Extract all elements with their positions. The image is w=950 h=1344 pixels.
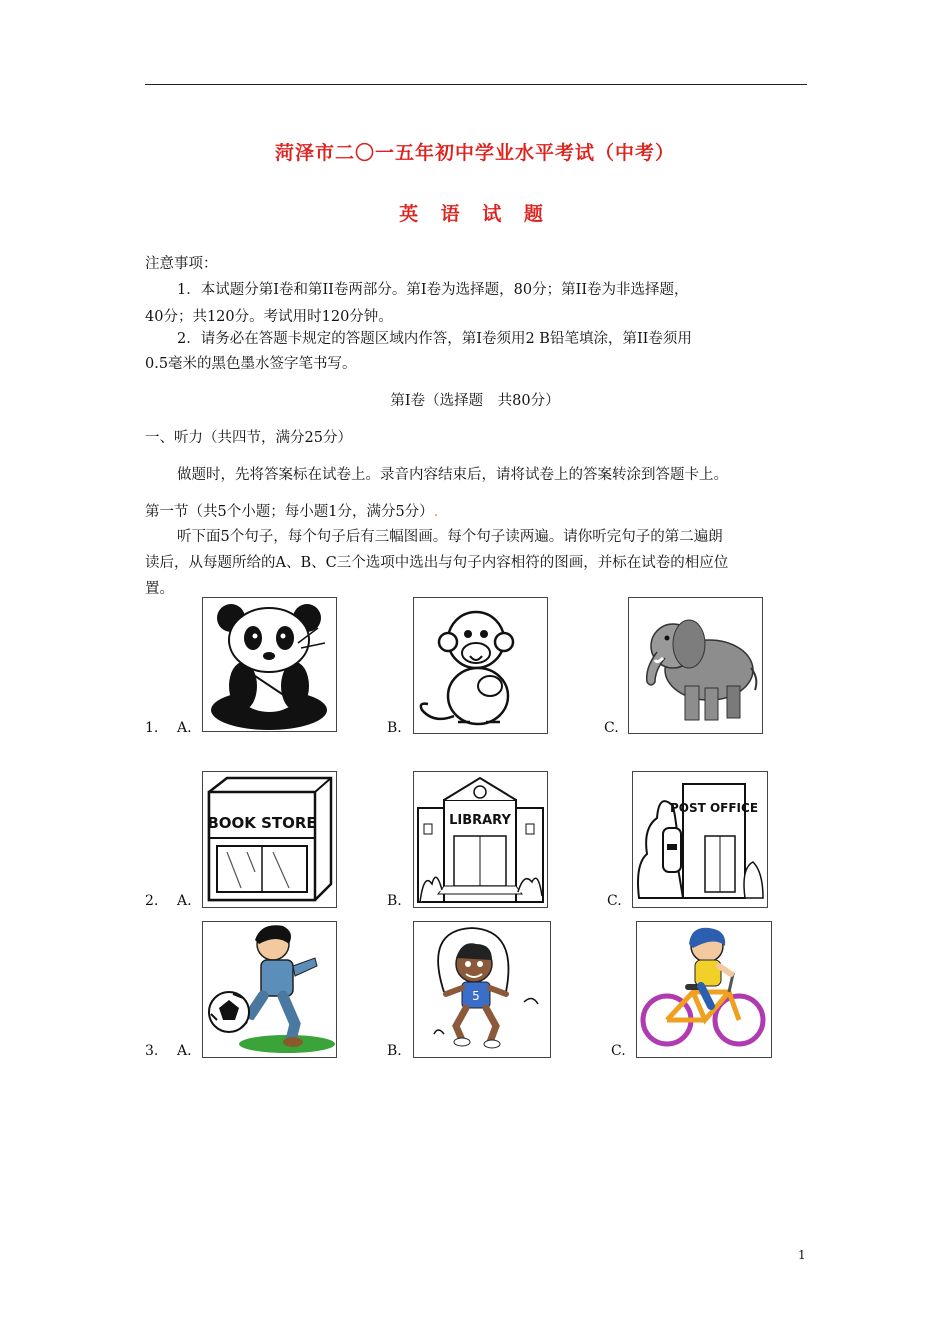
question-1-option-a-label: A. xyxy=(177,720,192,736)
elephant-image[interactable] xyxy=(628,597,763,734)
notice-item-1-line-1: 1．本试题分第Ⅰ卷和第II卷两部分。第Ⅰ卷为选择题，80分；第II卷为非选择题， xyxy=(177,282,689,298)
book-store-sign: BOOK STORE xyxy=(207,814,317,832)
notice-heading: 注意事项： xyxy=(145,256,218,272)
notice-item-2-line-2: 0.5毫米的黑色墨水签字笔书写。 xyxy=(145,356,357,372)
notice-item-1-line-2: 40分；共120分。考试用时120分钟。 xyxy=(145,309,393,325)
question-1-option-c-label: C. xyxy=(604,720,619,736)
post-office-icon xyxy=(633,772,767,907)
library-sign: LIBRARY xyxy=(449,813,511,828)
question-2-option-a-label: A. xyxy=(177,893,192,909)
monkey-image[interactable] xyxy=(413,597,548,734)
question-2-number: 2. xyxy=(145,893,159,909)
book-store-icon xyxy=(203,772,336,907)
directions-line-1: 听下面5个句子，每个句子后有三幅图画。每个句子读两遍。请你听完句子的第二遍朗 xyxy=(177,529,723,545)
bicycle-icon xyxy=(637,922,771,1057)
post-office-sign: POST OFFICE xyxy=(669,801,759,815)
section1-heading: 一、听力（共四节，满分25分） xyxy=(145,430,352,446)
subsection1-heading xyxy=(145,500,438,521)
jump-rope-icon xyxy=(414,922,550,1057)
directions-line-3: 置。 xyxy=(145,581,174,597)
question-3-option-a-label: A. xyxy=(177,1043,192,1059)
question-3-option-b-label: B. xyxy=(387,1043,402,1059)
jump-rope-image[interactable] xyxy=(413,921,551,1058)
exam-title: 菏泽市二〇一五年初中学业水平考试（中考） xyxy=(274,142,675,164)
post-office-image[interactable] xyxy=(632,771,768,908)
question-2-option-c-label: C. xyxy=(607,893,622,909)
question-3-number: 3. xyxy=(145,1043,159,1059)
part1-heading: 第Ⅰ卷（选择题 共80分） xyxy=(390,393,560,409)
football-image[interactable] xyxy=(202,921,337,1058)
exam-subtitle: 英 语 试 题 xyxy=(399,203,551,225)
monkey-icon xyxy=(414,598,547,733)
directions-line-2: 读后，从每题所给的A、B、C三个选项中选出与句子内容相符的图画，并标在试卷的相应位 xyxy=(145,555,729,571)
svg-text:5: 5 xyxy=(472,989,480,1003)
question-2-option-b-label: B. xyxy=(387,893,402,909)
listening-instruction: 做题时，先将答案标在试卷上。录音内容结束后，请将试卷上的答案转涂到答题卡上。 xyxy=(177,467,728,483)
football-player-icon xyxy=(203,922,336,1057)
question-1-option-b-label: B. xyxy=(387,720,402,736)
question-1-number: 1. xyxy=(145,720,159,736)
question-3-option-c-label: C. xyxy=(611,1043,626,1059)
page-number: 1 xyxy=(798,1248,806,1262)
subsection1-dot: . xyxy=(433,504,439,520)
panda-image[interactable] xyxy=(202,597,337,732)
library-icon xyxy=(414,772,547,907)
elephant-icon xyxy=(629,598,762,733)
bicycle-image[interactable] xyxy=(636,921,772,1058)
top-rule xyxy=(145,84,807,85)
notice-item-2-line-1: 2．请务必在答题卡规定的答题区域内作答，第Ⅰ卷须用2 B铅笔填涂，第II卷须用 xyxy=(177,331,692,347)
book-store-image[interactable] xyxy=(202,771,337,908)
subsection1-text: 第一节（共5个小题；每小题1分，满分5分） xyxy=(145,504,434,520)
library-image[interactable] xyxy=(413,771,548,908)
panda-icon xyxy=(203,598,336,731)
